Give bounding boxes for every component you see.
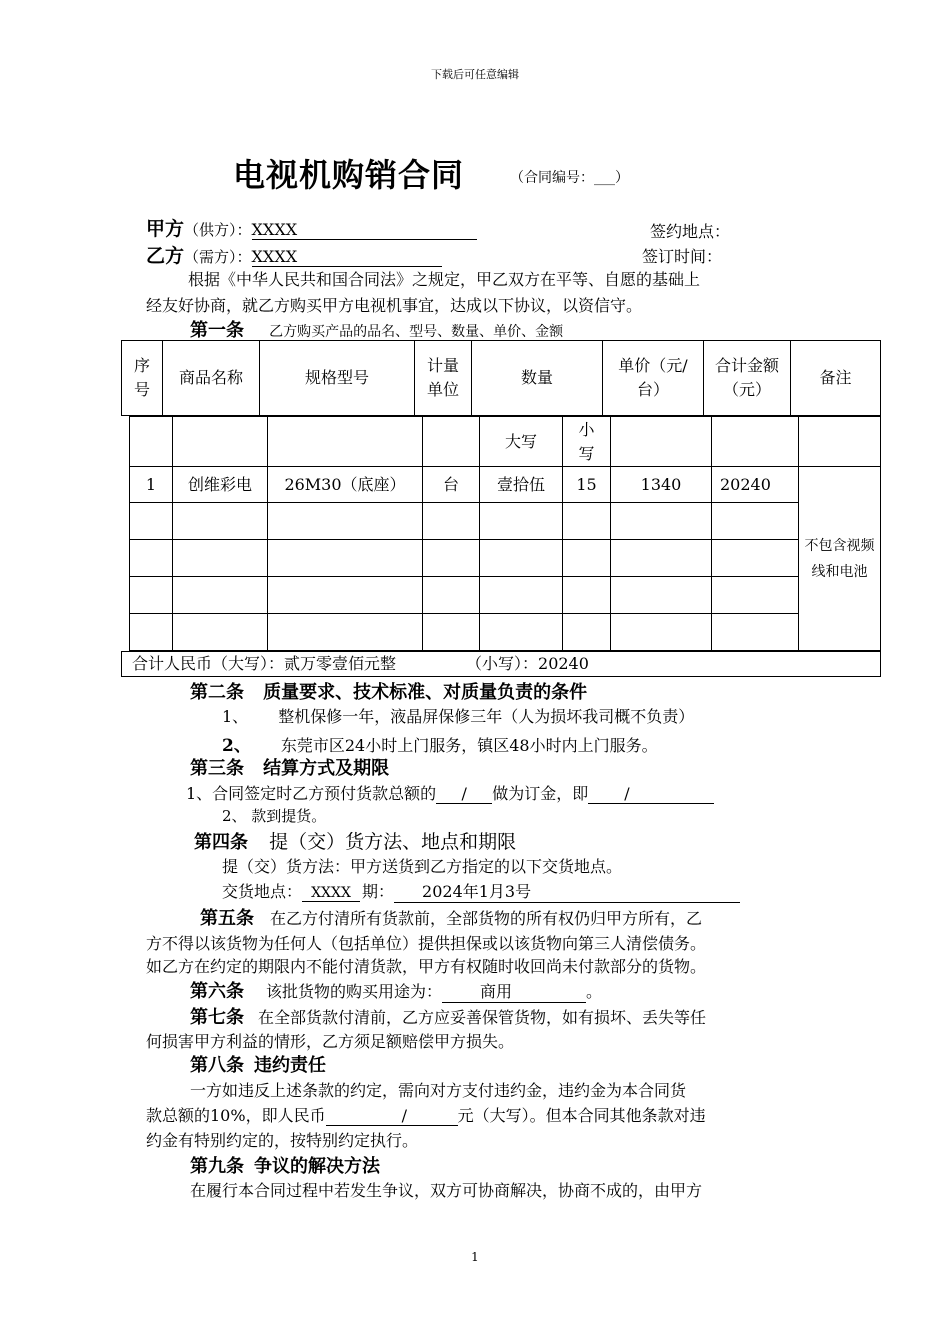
article-1 <box>190 316 563 342</box>
article-2-item-2: 2、 东莞市区24小时上门服务，镇区48小时内上门服务。 <box>222 736 658 756</box>
article-5-line-1: 第五条 在乙方付清所有货款前，全部货物的所有权仍归甲方所有，乙 <box>200 908 703 929</box>
article-5-line-2: 方不得以该货物为任何人（包括单位）提供担保或以该货物向第三人清偿债务。 <box>146 934 707 953</box>
row-name: 创维彩电 <box>173 467 268 503</box>
col-remark: 备注 <box>791 341 881 416</box>
party-a-role: （供方）： <box>184 221 252 239</box>
col-unit: 计量单位 <box>415 341 472 416</box>
party-b-label: 乙方 <box>146 245 185 267</box>
article-1-text: 乙方购买产品的品名、型号、数量、单价、金额 <box>269 324 564 340</box>
row-qty-upper: 壹拾伍 <box>480 467 563 503</box>
contract-title: 电视机购销合同 <box>233 156 465 194</box>
article-5-line-3: 如乙方在约定的期限内不能付清货款，甲方有权随时收回尚未付款部分的货物。 <box>146 957 707 976</box>
sum-lower: （小写）：20240 <box>466 654 589 673</box>
article-9-line-1: 在履行本合同过程中若发生争议，双方可协商解决，协商不成的，由甲方 <box>190 1181 703 1200</box>
header-note: 下载后可任意编辑 <box>431 68 519 81</box>
article-4-place: 交货地点： XXXX 期： 2024年1月3号 <box>222 879 740 903</box>
signing-place-label: 签约地点： <box>650 222 731 241</box>
row-model: 26M30（底座） <box>268 467 423 503</box>
article-4-heading: 第四条 提（交）货方法、地点和期限 <box>194 831 517 853</box>
sum-upper: 合计人民币（大写）：贰万零壹佰元整 <box>132 654 397 673</box>
table-row <box>130 614 881 651</box>
row-price: 1340 <box>611 467 712 503</box>
col-price: 单价（元/台） <box>603 341 704 416</box>
contract-number: （合同编号：___） <box>510 170 629 186</box>
table-row <box>130 540 881 577</box>
article-7-line-1: 第七条 在全部货款付清前，乙方应妥善保管货物，如有损坏、丢失等任 <box>190 1007 707 1028</box>
party-a-name: XXXX <box>252 220 477 240</box>
article-6: 第六条 该批货物的购买用途为： 商用 。 <box>190 981 603 1002</box>
product-table-body <box>129 416 881 651</box>
article-1-label: 第一条 <box>190 320 244 341</box>
table-row <box>130 503 881 540</box>
col-total: 合计金额（元） <box>704 341 791 416</box>
signing-time-label: 签订时间： <box>642 247 723 266</box>
remark-cell: 不包含视频线和电池 <box>799 467 881 651</box>
article-8-line-2: 款总额的10%，即人民币 / 元（大写）。但本合同其他条款对违 <box>146 1106 706 1125</box>
party-b-name: XXXX <box>252 247 442 267</box>
col-qty: 数量 <box>472 341 603 416</box>
party-b-role: （需方）： <box>184 248 252 266</box>
article-2-item-1: 1、 整机保修一年，液晶屏保修三年（人为损坏我司概不负责） <box>222 707 695 726</box>
col-seq: 序号 <box>122 341 163 416</box>
col-name: 商品名称 <box>163 341 260 416</box>
sum-row <box>121 651 881 677</box>
article-8-heading: 第八条 违约责任 <box>190 1055 326 1076</box>
article-8-line-1: 一方如违反上述条款的约定，需向对方支付违约金，违约金为本合同货 <box>190 1081 687 1100</box>
article-4-method: 提（交）货方法：甲方送货到乙方指定的以下交货地点。 <box>222 857 623 876</box>
preamble-line-1: 根据《中华人民共和国合同法》之规定，甲乙双方在平等、自愿的基础上 <box>188 270 701 289</box>
article-8-line-3: 约金有特别约定的，按特别约定执行。 <box>146 1131 419 1150</box>
party-b-line <box>146 241 442 268</box>
row-qty-lower: 15 <box>563 467 611 503</box>
product-table-header <box>121 340 881 416</box>
page-number: 1 <box>471 1250 479 1264</box>
qty-lower-header: 小写 <box>563 417 611 467</box>
party-a-line <box>146 214 477 241</box>
article-3-item-1: 1、合同签定时乙方预付货款总额的 / 做为订金，即 / <box>186 781 714 804</box>
table-row <box>130 467 881 503</box>
article-9-heading: 第九条 争议的解决方法 <box>190 1156 380 1177</box>
row-seq: 1 <box>130 467 173 503</box>
row-total: 20240 <box>712 467 799 503</box>
article-2-heading: 第二条 质量要求、技术标准、对质量负责的条件 <box>190 682 588 703</box>
article-3-heading: 第三条 结算方式及期限 <box>190 758 390 779</box>
table-row <box>130 577 881 614</box>
row-unit: 台 <box>423 467 480 503</box>
col-model: 规格型号 <box>260 341 415 416</box>
preamble-line-2: 经友好协商，就乙方购买甲方电视机事宜，达成以下协议，以资信守。 <box>146 296 643 315</box>
article-7-line-2: 何损害甲方利益的情形，乙方须足额赔偿甲方损失。 <box>146 1032 515 1051</box>
qty-upper-header: 大写 <box>480 417 563 467</box>
article-3-item-2: 2、 款到提货。 <box>222 807 327 825</box>
party-a-label: 甲方 <box>146 218 185 240</box>
